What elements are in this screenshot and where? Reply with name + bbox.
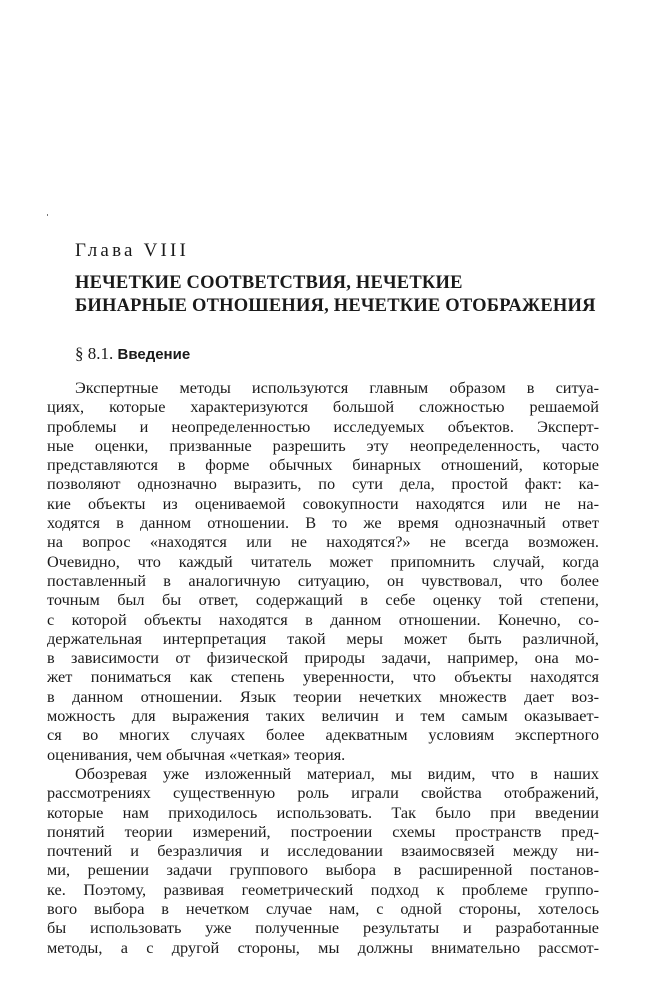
text-line: держательная интерпретация такой меры может быть различной, xyxy=(47,628,599,648)
text-line: методы, а с другой стороны, мы должны внимательно рассмот- xyxy=(47,937,599,957)
text-line: циях, которые характеризуются большой сложностью решаемой xyxy=(47,397,599,417)
text-line: в зависимости от физической природы задачи, например, она мо- xyxy=(47,648,599,668)
section-title: Введение xyxy=(117,346,191,363)
text-line: ходятся в данном отношении. В то же время однозначный ответ xyxy=(47,513,599,533)
text-line: представляются в форме обычных бинарных отношений, которые xyxy=(47,455,599,475)
paragraph xyxy=(47,764,599,957)
text-line: ные оценки, призванные разрешить эту неопределенность, часто xyxy=(47,435,599,455)
text-line: понятий теории измерений, построении схемы пространств пред- xyxy=(47,821,599,841)
text-line: проблемы и неопределенностью исследуемых объектов. Эксперт- xyxy=(47,416,599,436)
text-line: Очевидно, что каждый читатель может припомнить случай, когда xyxy=(47,551,599,571)
section-heading xyxy=(75,344,190,364)
text-line: которые нам приходилось использовать. Так было при введении xyxy=(47,802,599,822)
chapter-title-line: БИНАРНЫЕ ОТНОШЕНИЯ, НЕЧЕТКИЕ ОТОБРАЖЕНИЯ xyxy=(75,296,596,316)
text-line: бы использовать уже полученные результаты и разработанные xyxy=(47,918,599,938)
text-line: ми, решении задачи группового выбора в расширенной постанов- xyxy=(47,860,599,880)
text-line: Обозревая уже изложенный материал, мы видим, что в наших xyxy=(75,763,599,783)
text-line: точным был бы ответ, содержащий в себе оценку той степени, xyxy=(47,590,599,610)
text-line: поставленный в аналогичную ситуацию, он чувствовал, что более xyxy=(47,570,599,590)
text-line: в данном отношении. Язык теории нечетких множеств дает воз- xyxy=(47,686,599,706)
chapter-title-line: НЕЧЕТКИЕ СООТВЕТСТВИЯ, НЕЧЕТКИЕ xyxy=(75,273,463,293)
chapter-title xyxy=(75,272,615,318)
text-line: с которой объекты находятся в данном отношении. Конечно, со- xyxy=(47,609,599,629)
text-line: вого выбора в нечетком случае нам, с одной стороны, хотелось xyxy=(47,899,599,919)
text-line: можность для выражения таких величин и тем самым оказывает- xyxy=(47,706,599,726)
text-line: рассмотрениях существенную роль играли свойства отображений, xyxy=(47,783,599,803)
text-line: ся во многих случаях более адекватным условиям экспертного xyxy=(47,725,599,745)
text-line: ке. Поэтому, развивая геометрический подход к проблеме группо- xyxy=(47,879,599,899)
text-line: на вопрос «находятся или не находятся?» не всегда возможен. xyxy=(47,532,599,552)
body-text xyxy=(47,378,599,957)
text-line: почтений и безразличия и исследовании взаимосвязей между ни- xyxy=(47,841,599,861)
section-number: § 8.1. xyxy=(75,344,114,363)
margin-speck xyxy=(47,214,48,216)
text-line: позволяют однозначно выразить, по сути дела, простой факт: ка- xyxy=(47,474,599,494)
text-line: Экспертные методы используются главным образом в ситуа- xyxy=(75,378,599,397)
chapter-label: Глава VIII xyxy=(75,240,190,261)
text-line: жет пониматься как степень уверенности, что объекты находятся xyxy=(47,667,599,687)
text-line: кие объекты из оцениваемой совокупности находятся или не на- xyxy=(47,493,599,513)
text-line: оценивания, чем обычная «четкая» теория. xyxy=(47,744,346,764)
paragraph xyxy=(47,378,599,764)
